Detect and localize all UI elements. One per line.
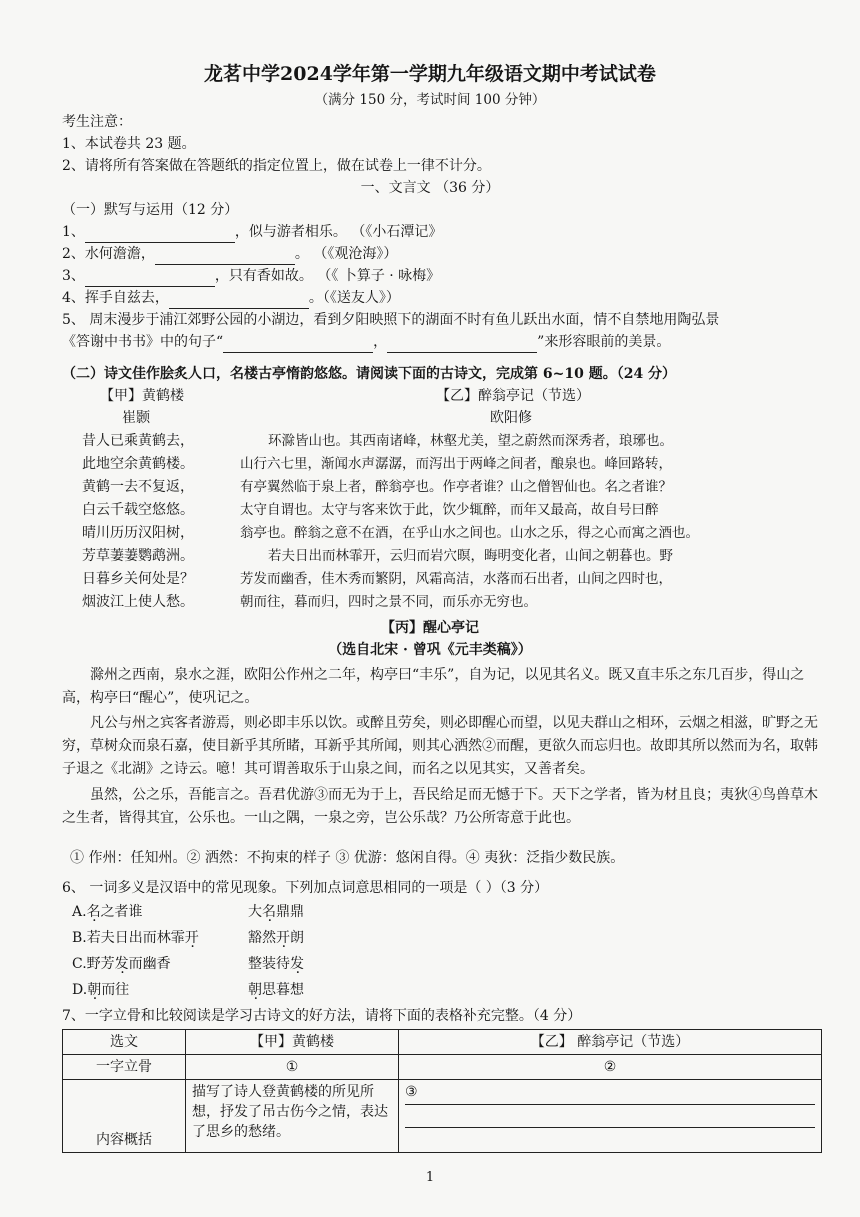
opt-text: 整装待 (248, 956, 290, 972)
poem-line: 晴川历历汉阳树， (82, 525, 194, 541)
prose-bing-para-1: 滁州之西南，泉水之涯，欧阳公作州之二年，构亭曰“丰乐”，自为记，以见其名义。既又直丰乐之东几百步，得山之高，构亭曰“醒心”，使巩记之。 (62, 667, 805, 706)
q5-answer-blank-2[interactable] (387, 336, 537, 353)
opt-text: C.野芳 (72, 956, 115, 972)
opt-text: 大 (248, 904, 262, 920)
prose-line: 翁亭也。醉翁之意不在酒，在乎山水之间也。山水之乐，得之心而寓之酒也。 (240, 525, 699, 541)
q2-answer-blank[interactable] (155, 248, 295, 265)
dotted-char: 朝 (87, 982, 102, 998)
answer-line (405, 1105, 815, 1128)
table-row (63, 1080, 822, 1153)
prose-line: 太守自谓也。太守与客来饮于此，饮少辄醉，而年又最高，故自号曰醉 (240, 502, 659, 518)
exam-subtitle: （满分 150 分，考试时间 100 分钟） (314, 92, 546, 108)
prose-line: 芳发而幽香，佳木秀而繁阴，风霜高洁，水落而石出者，山间之四时也， (240, 571, 672, 587)
prose-bing-title: 【丙】醒心亭记 (381, 620, 479, 636)
q6-option-a[interactable] (72, 902, 143, 923)
poem-line: 黄鹤一去不复返， (82, 479, 194, 495)
table-header-cell: 【乙】 醉翁亭记（节选） (399, 1030, 822, 1055)
q5-suffix: ”来形容眼前的美景。 (537, 334, 671, 350)
opt-text: 鼎鼎 (276, 904, 304, 920)
q5-prefix: 《答谢中书书》中的句子“ (62, 334, 224, 350)
prose-yi-author: 欧阳修 (490, 410, 532, 426)
question-7-stem: 7、一字立骨和比较阅读是学习古诗文的好方法，请将下面的表格补充完整。（4 分） (62, 1008, 582, 1024)
q4-suffix: 。（《送友人》） (308, 290, 400, 306)
poem-line: 烟波江上使人愁。 (82, 594, 194, 610)
opt-text: 而往 (101, 982, 130, 998)
prose-line: 有亭翼然临于泉上者，醉翁亭也。作亭者谁？山之僧智仙也。名之者谁？ (240, 479, 672, 495)
q6-option-d-compare (248, 980, 304, 1001)
dotted-char: 发 (290, 956, 304, 972)
q1-prefix: 1、 (62, 224, 85, 240)
poem-line: 日暮乡关何处是？ (82, 571, 194, 587)
poem-jia-body (82, 430, 232, 614)
opt-text: 朗 (290, 930, 304, 946)
table-cell: 内容概括 (63, 1080, 186, 1153)
question-3 (62, 266, 440, 287)
poem-line: 白云千载空悠悠。 (82, 502, 194, 518)
q2-suffix: 。 （《观沧海》） (294, 246, 398, 262)
notice-heading: 考生注意： (62, 114, 132, 130)
prose-yi-title: 【乙】醉翁亭记（节选） (436, 388, 590, 404)
opt-text: D. (72, 982, 88, 998)
q6-option-b[interactable] (72, 928, 199, 949)
prose-bing-source: （选自北宋 · 曾巩《元丰类稿》） (328, 642, 532, 658)
poem-jia-title: 【甲】黄鹤楼 (100, 388, 184, 404)
question-6-stem: 6、 一词多义是汉语中的常见现象。下列加点词意思相同的一项是（ ）（3 分） (62, 880, 549, 896)
section-title: 一、文言文 （36 分） (360, 180, 500, 196)
prose-line: 若夫日出而林霏开，云归而岩穴暝，晦明变化者，山间之朝暮也。野 (268, 548, 673, 564)
q3-suffix: ，只有香如故。 （《 卜算子 · 咏梅》 (214, 268, 441, 284)
footnotes: ① 作州：任知州。② 洒然：不拘束的样子 ③ 优游：悠闲自得。④ 夷狄：泛指少数民族。 (70, 850, 625, 866)
q5-mid: ， (373, 334, 388, 350)
opt-text: B.若夫日出而林霏 (72, 930, 185, 946)
part2-intro: （二）诗文佳作脍炙人口，名楼古亭惰韵悠悠。请阅读下面的古诗文，完成第 6~10 题。（24 分） (62, 366, 677, 382)
question-4 (62, 288, 400, 309)
q4-answer-blank[interactable] (169, 292, 309, 309)
answer-lines (405, 1082, 815, 1150)
q1-answer-blank[interactable] (85, 226, 235, 243)
q5-answer-blank-1[interactable] (223, 336, 373, 353)
opt-text: 而幽香 (128, 956, 171, 972)
q6-option-a-compare (248, 902, 304, 923)
q7-answer-3[interactable] (399, 1080, 822, 1153)
q1-suffix: ，似与游者相乐。 （《小石潭记》 (234, 224, 443, 240)
q3-answer-blank[interactable] (85, 270, 215, 287)
poem-line: 芳草萋萋鹦鹉洲。 (82, 548, 194, 564)
answer-line: ③ (405, 1082, 815, 1105)
prose-line: 山行六七里，渐闻水声潺潺，而泻出于两峰之间者，酿泉也。峰回路转， (240, 456, 672, 472)
page-number: 1 (425, 1170, 435, 1185)
q6-option-d[interactable] (72, 980, 129, 1001)
table-cell: 描写了诗人登黄鹤楼的所见所想，抒发了吊古伤今之情，表达了思乡的愁绪。 (186, 1080, 399, 1153)
dotted-char: 开 (184, 930, 199, 946)
notice-item-1: 1、本试卷共 23 题。 (62, 136, 196, 152)
dotted-char: 名 (86, 904, 101, 920)
opt-text: A. (72, 904, 87, 920)
answer-line (405, 1128, 815, 1150)
poem-jia-author: 崔颢 (122, 410, 150, 426)
dotted-char: 名 (262, 904, 276, 920)
prose-bing-para-2: 凡公与州之宾客者游焉，则必即丰乐以饮。或醉且劳矣，则必即醒心而望，以见夫群山之相环，云烟之相滋，旷野之无穷，草树众而泉石嘉，使目新乎其所睹，耳新乎其所闻，则其心洒然②而醒，更欲久而忘归也。故即其所以然而为名，取韩子退之《北湖》之诗云。噫！其可谓善取乐于山泉之间，而名之以见其实，又善者矣。 (62, 715, 818, 777)
poem-line: 此地空余黄鹤楼。 (82, 456, 194, 472)
exam-title: 龙茗中学2024学年第一学期九年级语文期中考试试卷 (204, 63, 656, 85)
table-row (63, 1055, 822, 1080)
table-header-cell: 【甲】黄鹤楼 (186, 1030, 399, 1055)
poem-line: 昔人已乘黄鹤去， (82, 433, 194, 449)
part1-heading: （一）默写与运用（12 分） (62, 202, 239, 218)
dotted-char: 开 (276, 930, 290, 946)
question-2 (62, 244, 397, 265)
q6-option-b-compare (248, 928, 304, 949)
prose-yi-body (240, 430, 820, 614)
question-1 (62, 222, 442, 243)
opt-text: 豁然 (248, 930, 276, 946)
dotted-char: 朝 (248, 982, 262, 998)
q2-prefix: 2、水何澹澹， (62, 246, 155, 262)
prose-line: 朝而往，暮而归，四时之景不同，而乐亦无穷也。 (240, 594, 537, 610)
q7-answer-1[interactable]: ① (186, 1055, 399, 1080)
opt-text: 之者谁 (100, 904, 143, 920)
dotted-char: 发 (114, 956, 129, 972)
q6-option-c-compare (248, 954, 304, 975)
table-header-cell: 选文 (63, 1030, 186, 1055)
q6-option-c[interactable] (72, 954, 171, 975)
opt-text: 思暮想 (262, 982, 304, 998)
table-cell: 一字立骨 (63, 1055, 186, 1080)
notice-item-2: 2、请将所有答案做在答题纸的指定位置上，做在试卷上一律不计分。 (62, 158, 491, 174)
prose-line: 环滁皆山也。其西南诸峰，林壑尤美，望之蔚然而深秀者，琅琊也。 (268, 433, 673, 449)
q7-table (62, 1029, 822, 1153)
table-row (63, 1030, 822, 1055)
question-5-line-2 (62, 332, 670, 353)
prose-bing-para-3: 虽然，公之乐，吾能言之。吾君优游③而无为于上，吾民给足而无憾于下。天下之学者，皆为材且良；夷狄④鸟兽草木之生者，皆得其宜，公乐也。一山之隅，一泉之旁，岂公乐哉？乃公所寄意于此也。 (62, 787, 818, 826)
q3-prefix: 3、 (62, 268, 85, 284)
q4-prefix: 4、挥手自兹去， (62, 290, 169, 306)
question-5-line-1: 5、 周末漫步于浦江郊野公园的小湖边，看到夕阳映照下的湖面不时有鱼儿跃出水面，情不自禁地用陶弘景 (62, 312, 720, 328)
q7-answer-2[interactable]: ② (399, 1055, 822, 1080)
